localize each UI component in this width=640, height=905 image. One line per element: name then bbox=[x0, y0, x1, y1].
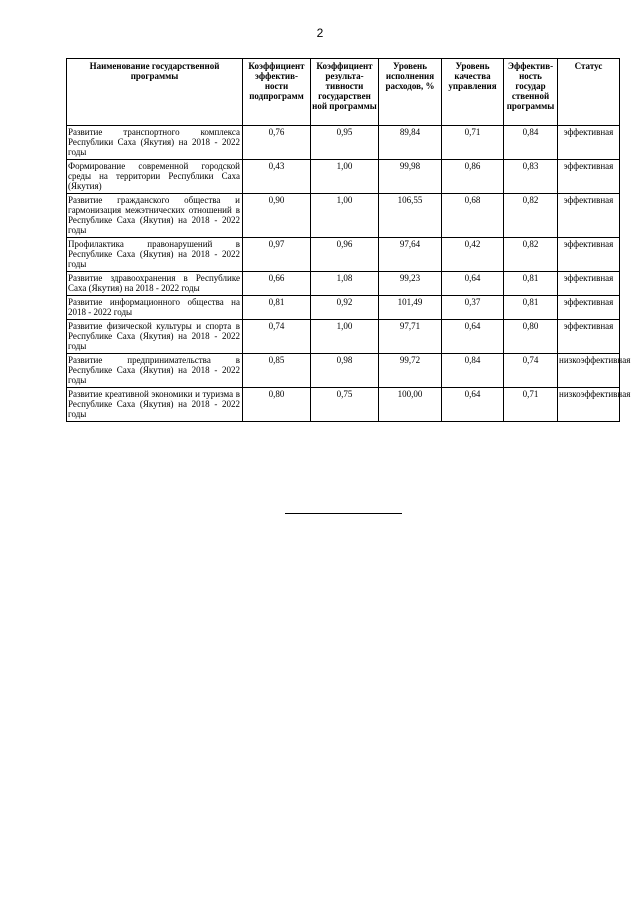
header-subprogram-efficiency: Коэффициент эффектив-ности подпрограмм bbox=[243, 59, 311, 126]
table-row bbox=[67, 296, 620, 320]
program-name-cell: Развитие информационного общества на 2018 - 2022 годы bbox=[67, 296, 243, 320]
result-coefficient-cell: 1,00 bbox=[311, 320, 379, 354]
management-quality-cell: 0,64 bbox=[442, 388, 504, 422]
spending-level-cell: 100,00 bbox=[379, 388, 442, 422]
status-cell: эффективная bbox=[558, 194, 620, 238]
table-row bbox=[67, 160, 620, 194]
table-row bbox=[67, 320, 620, 354]
status-cell: эффективная bbox=[558, 126, 620, 160]
status-cell: эффективная bbox=[558, 296, 620, 320]
subprogram-efficiency-cell: 0,43 bbox=[243, 160, 311, 194]
spending-level-cell: 99,72 bbox=[379, 354, 442, 388]
subprogram-efficiency-cell: 0,97 bbox=[243, 238, 311, 272]
program-name-cell: Развитие гражданского общества и гармонизация межэтнических отношений в Республике Саха (Якутия) на 2018 - 2022 годы bbox=[67, 194, 243, 238]
header-result-coefficient: Коэффициент результа-тивности государствен ной программы bbox=[311, 59, 379, 126]
status-cell: низкоэффективная bbox=[558, 388, 620, 422]
subprogram-efficiency-cell: 0,90 bbox=[243, 194, 311, 238]
spending-level-cell: 89,84 bbox=[379, 126, 442, 160]
program-efficiency-cell: 0,82 bbox=[504, 194, 558, 238]
spending-level-cell: 99,23 bbox=[379, 272, 442, 296]
program-efficiency-cell: 0,81 bbox=[504, 296, 558, 320]
status-cell: низкоэффективная bbox=[558, 354, 620, 388]
table-row bbox=[67, 126, 620, 160]
result-coefficient-cell: 0,75 bbox=[311, 388, 379, 422]
program-name-cell: Развитие физической культуры и спорта в Республике Саха (Якутия) на 2018 - 2022 годы bbox=[67, 320, 243, 354]
header-program-efficiency: Эффектив-ность государ ственной программы bbox=[504, 59, 558, 126]
status-cell: эффективная bbox=[558, 320, 620, 354]
table-header-row bbox=[67, 59, 620, 126]
table-row bbox=[67, 238, 620, 272]
result-coefficient-cell: 0,95 bbox=[311, 126, 379, 160]
table-row bbox=[67, 194, 620, 238]
subprogram-efficiency-cell: 0,66 bbox=[243, 272, 311, 296]
subprogram-efficiency-cell: 0,85 bbox=[243, 354, 311, 388]
program-efficiency-cell: 0,84 bbox=[504, 126, 558, 160]
management-quality-cell: 0,86 bbox=[442, 160, 504, 194]
program-name-cell: Развитие транспортного комплекса Республики Саха (Якутия) на 2018 - 2022 годы bbox=[67, 126, 243, 160]
subprogram-efficiency-cell: 0,81 bbox=[243, 296, 311, 320]
result-coefficient-cell: 0,96 bbox=[311, 238, 379, 272]
program-name-cell: Профилактика правонарушений в Республике Саха (Якутия) на 2018 - 2022 годы bbox=[67, 238, 243, 272]
status-cell: эффективная bbox=[558, 238, 620, 272]
management-quality-cell: 0,64 bbox=[442, 320, 504, 354]
result-coefficient-cell: 1,00 bbox=[311, 194, 379, 238]
result-coefficient-cell: 0,98 bbox=[311, 354, 379, 388]
management-quality-cell: 0,64 bbox=[442, 272, 504, 296]
result-coefficient-cell: 1,08 bbox=[311, 272, 379, 296]
management-quality-cell: 0,37 bbox=[442, 296, 504, 320]
table-row bbox=[67, 272, 620, 296]
table-row bbox=[67, 388, 620, 422]
spending-level-cell: 97,71 bbox=[379, 320, 442, 354]
result-coefficient-cell: 0,92 bbox=[311, 296, 379, 320]
page-number: 2 bbox=[316, 26, 324, 40]
program-name-cell: Развитие предпринимательства в Республике Саха (Якутия) на 2018 - 2022 годы bbox=[67, 354, 243, 388]
program-efficiency-cell: 0,74 bbox=[504, 354, 558, 388]
program-efficiency-cell: 0,71 bbox=[504, 388, 558, 422]
subprogram-efficiency-cell: 0,76 bbox=[243, 126, 311, 160]
status-cell: эффективная bbox=[558, 160, 620, 194]
management-quality-cell: 0,71 bbox=[442, 126, 504, 160]
management-quality-cell: 0,68 bbox=[442, 194, 504, 238]
program-efficiency-cell: 0,81 bbox=[504, 272, 558, 296]
spending-level-cell: 99,98 bbox=[379, 160, 442, 194]
header-status: Статус bbox=[558, 59, 620, 126]
spending-level-cell: 101,49 bbox=[379, 296, 442, 320]
header-management-quality: Уровень качества управления bbox=[442, 59, 504, 126]
program-name-cell: Формирование современной городской среды на территории Республики Саха (Якутия) bbox=[67, 160, 243, 194]
status-cell: эффективная bbox=[558, 272, 620, 296]
program-name-cell: Развитие креативной экономики и туризма в Республике Саха (Якутия) на 2018 - 2022 годы bbox=[67, 388, 243, 422]
management-quality-cell: 0,42 bbox=[442, 238, 504, 272]
program-efficiency-cell: 0,80 bbox=[504, 320, 558, 354]
result-coefficient-cell: 1,00 bbox=[311, 160, 379, 194]
management-quality-cell: 0,84 bbox=[442, 354, 504, 388]
program-name-cell: Развитие здравоохранения в Республике Саха (Якутия) на 2018 - 2022 годы bbox=[67, 272, 243, 296]
subprogram-efficiency-cell: 0,74 bbox=[243, 320, 311, 354]
program-efficiency-cell: 0,83 bbox=[504, 160, 558, 194]
program-efficiency-cell: 0,82 bbox=[504, 238, 558, 272]
closing-rule bbox=[285, 513, 402, 514]
table-row bbox=[67, 354, 620, 388]
programs-table bbox=[66, 58, 631, 422]
spending-level-cell: 106,55 bbox=[379, 194, 442, 238]
header-program-name: Наименование государственной программы bbox=[67, 59, 243, 126]
subprogram-efficiency-cell: 0,80 bbox=[243, 388, 311, 422]
header-spending-level: Уровень исполнения расходов, % bbox=[379, 59, 442, 126]
spending-level-cell: 97,64 bbox=[379, 238, 442, 272]
